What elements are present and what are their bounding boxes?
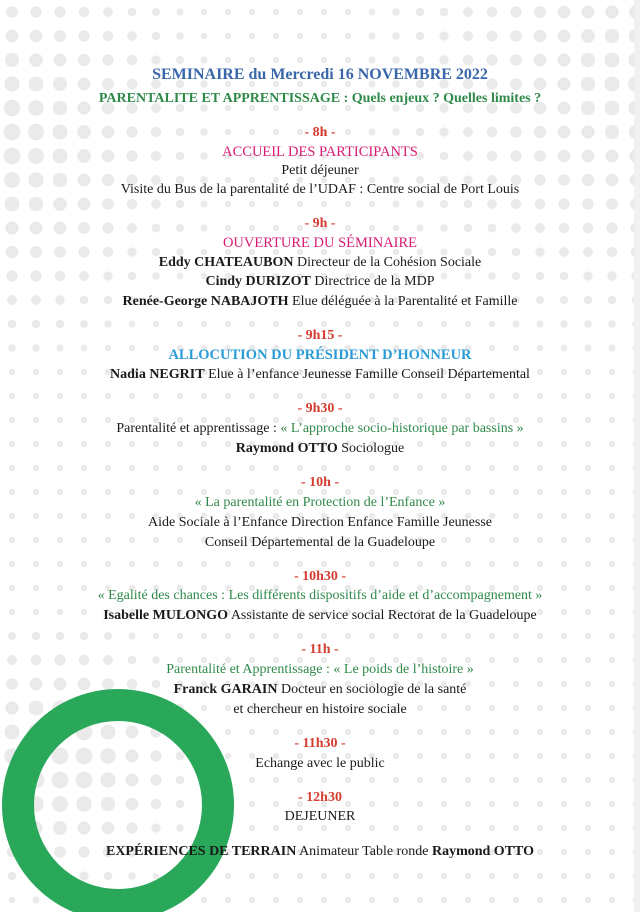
speaker-line (0, 681, 640, 699)
time-label: - 11h30 - (294, 736, 346, 751)
talk-title: « Egalité des chances : Les différents dispositifs d’aide et d’accompagnement » (97, 588, 543, 603)
footer-name: Raymond OTTO (431, 844, 534, 859)
speaker-name: Nadia NEGRIT (110, 367, 205, 382)
speaker-name: Cindy DURIZOT (205, 274, 311, 289)
time-label: - 9h30 - (297, 401, 343, 416)
time-label: - 11h - (301, 642, 339, 657)
section-heading: ACCUEIL DES PARTICIPANTS (222, 144, 418, 160)
program-line: Aide Sociale à l’Enfance Direction Enfance Famille Jeunesse (147, 515, 493, 530)
footer-label: EXPÉRIENCES DE TERRAIN (105, 844, 297, 859)
speaker-name: Eddy CHATEAUBON (158, 255, 294, 270)
speaker-role: Docteur en sociologie de la santé (280, 682, 467, 697)
page-subtitle: PARENTALITE ET APPRENTISSAGE : Quels enjeux ? Quelles limites ? (98, 91, 542, 106)
footer-line (0, 843, 640, 861)
program-line: Echange avec le public (255, 756, 385, 771)
speaker-role: Directrice de la MDP (314, 274, 435, 289)
speaker-role: Elue à l’enfance Jeunesse Famille Conseil Départemental (208, 367, 530, 382)
talk-title: « L’approche socio-historique par bassins » (280, 421, 524, 436)
speaker-role: Assistante de service social Rectorat de la Guadeloupe (230, 608, 537, 623)
program-line: Conseil Départemental de la Guadeloupe (204, 535, 436, 550)
program-line: et chercheur en histoire sociale (233, 702, 407, 717)
speaker-line (0, 607, 640, 625)
program-line: Visite du Bus de la parentalité de l’UDAF : Centre social de Port Louis (120, 182, 520, 197)
speaker-name: Renée-George NABAJOTH (122, 294, 289, 309)
page-title: SEMINAIRE du Mercredi 16 NOVEMBRE 2022 (152, 66, 488, 83)
program-line: Petit déjeuner (281, 163, 359, 178)
footer-text: Animateur Table ronde (299, 844, 429, 859)
talk-title: « Le poids de l’histoire » (333, 662, 474, 677)
speaker-line (0, 254, 640, 272)
speaker-line (0, 293, 640, 311)
time-label: - 10h - (300, 475, 340, 490)
speaker-line (0, 440, 640, 458)
speaker-role: Sociologue (341, 441, 405, 456)
program-line: DEJEUNER (284, 809, 356, 824)
speaker-name: Franck GARAIN (173, 682, 278, 697)
section-heading: ALLOCUTION DU PRÉSIDENT D’HONNEUR (168, 347, 472, 363)
speaker-role: Elue déléguée à la Parentalité et Famille (292, 294, 518, 309)
section-heading: OUVERTURE DU SÉMINAIRE (222, 235, 418, 251)
speaker-line (0, 273, 640, 291)
speaker-name: Raymond OTTO (235, 441, 338, 456)
time-label: - 10h30 - (293, 569, 347, 584)
speaker-line (0, 366, 640, 384)
speaker-name: Isabelle MULONGO (103, 608, 229, 623)
time-label: - 12h30 (298, 790, 342, 805)
speaker-role: Directeur de la Cohésion Sociale (296, 255, 482, 270)
time-label: - 9h - (304, 216, 336, 231)
talk-prefix: Parentalité et Apprentissage : (166, 662, 330, 677)
time-label: - 9h15 - (297, 328, 343, 343)
talk-line (0, 661, 640, 679)
talk-title: « La parentalité en Protection de l’Enfance » (194, 495, 446, 510)
time-label: - 8h - (304, 125, 336, 140)
talk-line (0, 420, 640, 438)
talk-prefix: Parentalité et apprentissage : (116, 421, 277, 436)
